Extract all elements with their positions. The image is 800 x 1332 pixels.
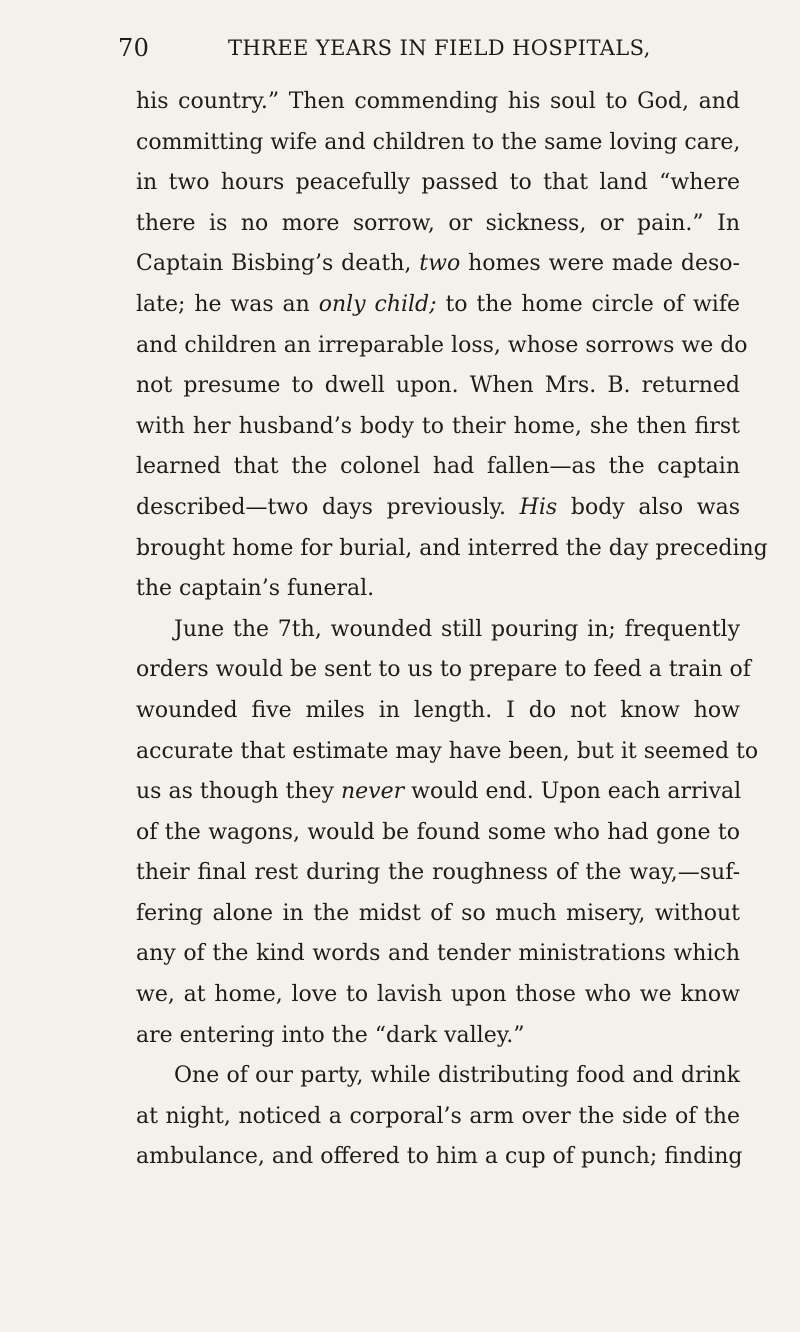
text-segment: in two hours peacefully passed to that land “where xyxy=(136,170,740,196)
text-segment: their final rest during the roughness of the way,—suf- xyxy=(136,860,740,886)
text-segment: described—two days previously. xyxy=(136,494,520,520)
text-line xyxy=(136,732,759,773)
text-line xyxy=(136,529,768,570)
text-segment: committing wife and children to the same loving care, xyxy=(136,129,741,155)
text-line xyxy=(136,488,740,529)
text-segment: are entering into the “dark valley.” xyxy=(136,1022,525,1048)
text-segment: One of our party, while distributing food and drink xyxy=(174,1063,740,1089)
text-segment: orders would be sent to us to prepare to feed a train of xyxy=(136,657,751,683)
text-line xyxy=(136,853,740,894)
text-segment: homes were made deso- xyxy=(460,251,740,277)
text-segment: brought home for burial, and interred the day preceding xyxy=(136,535,768,561)
text-line xyxy=(136,204,740,245)
text-segment: there is no more sorrow, or sickness, or pain.” In xyxy=(136,210,740,236)
text-segment: wounded five miles in length. I do not know how xyxy=(136,697,740,723)
text-line xyxy=(136,123,740,164)
text-segment: June the 7th, wounded still pouring in; frequently xyxy=(174,616,740,642)
page-number: 70 xyxy=(118,34,150,62)
italic-text: His xyxy=(519,494,558,520)
text-line xyxy=(136,244,740,285)
running-head xyxy=(118,34,738,64)
text-line xyxy=(136,1016,740,1057)
text-line xyxy=(136,326,748,367)
text-segment: accurate that estimate may have been, but it seemed to xyxy=(136,738,759,764)
text-line xyxy=(136,285,740,326)
text-segment: the captain’s funeral. xyxy=(136,576,375,602)
body-text xyxy=(136,82,768,1178)
text-line xyxy=(136,975,740,1016)
text-segment: learned that the colonel had fallen—as the captain xyxy=(136,454,740,480)
text-line xyxy=(136,366,740,407)
text-line xyxy=(136,894,740,935)
text-line xyxy=(136,610,740,651)
text-line xyxy=(136,82,740,123)
italic-text: only child; xyxy=(318,291,437,317)
text-segment: any of the kind words and tender ministrations which xyxy=(136,941,740,967)
text-segment: late; he was an xyxy=(136,291,319,317)
text-segment: his country.” Then commending his soul to God, and xyxy=(136,89,740,114)
italic-text: never xyxy=(340,779,405,805)
running-head-title: THREE YEARS IN FIELD HOSPITALS, xyxy=(228,36,651,60)
text-line xyxy=(136,1097,740,1138)
text-segment: fering alone in the midst of so much misery, without xyxy=(136,900,740,926)
text-segment: us as though they xyxy=(136,779,341,805)
italic-text: two xyxy=(419,251,461,277)
text-line xyxy=(136,650,751,691)
text-segment: with her husband’s body to their home, she then first xyxy=(136,413,740,439)
text-line xyxy=(136,163,740,204)
text-line xyxy=(136,407,740,448)
text-segment: body also was xyxy=(557,494,741,520)
text-line xyxy=(136,1056,740,1097)
text-segment: and children an irreparable loss, whose sorrows we do xyxy=(136,332,748,358)
text-line xyxy=(136,447,740,488)
text-segment: not presume to dwell upon. When Mrs. B. returned xyxy=(136,373,740,399)
text-line xyxy=(136,691,740,732)
text-segment: to the home circle of wife xyxy=(436,291,741,317)
text-line xyxy=(136,813,740,854)
text-segment: at night, noticed a corporal’s arm over the side of the xyxy=(136,1103,740,1129)
text-segment: ambulance, and offered to him a cup of punch; finding xyxy=(136,1144,743,1170)
text-line xyxy=(136,772,740,813)
text-segment: of the wagons, would be found some who had gone to xyxy=(136,819,740,845)
text-line xyxy=(136,569,740,610)
text-line xyxy=(136,934,740,975)
text-segment: would end. Upon each arrival xyxy=(404,779,742,805)
text-line xyxy=(136,1137,743,1178)
text-segment: Captain Bisbing’s death, xyxy=(136,251,420,277)
text-segment: we, at home, love to lavish upon those who we know xyxy=(136,982,740,1008)
